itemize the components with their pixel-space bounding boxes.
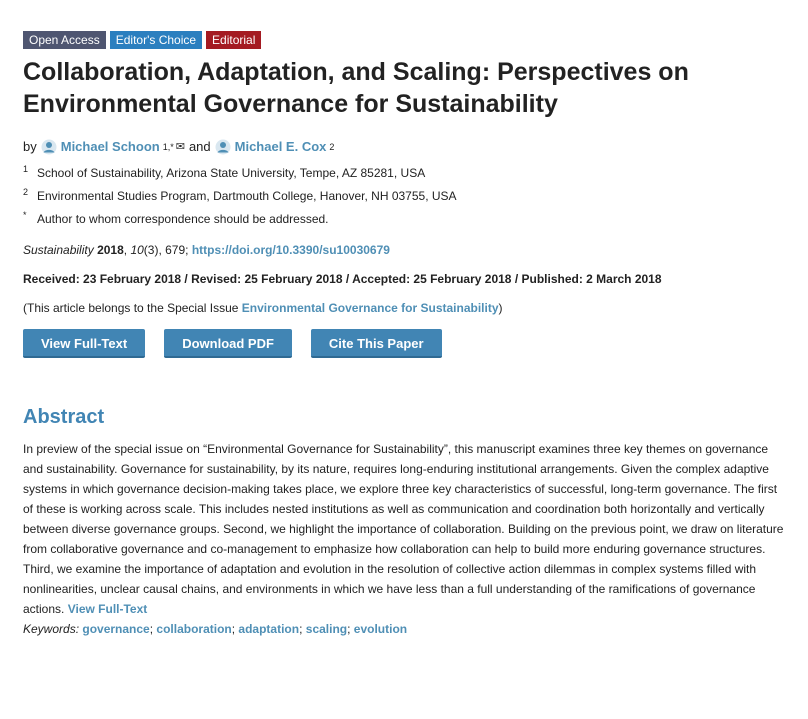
action-buttons (23, 329, 788, 358)
author-profile-icon[interactable] (41, 139, 57, 155)
author1-affiliation-marks: 1,* (162, 142, 174, 152)
article-title: Collaboration, Adaptation, and Scaling: Perspectives on Environmental Governance for Sustainability (23, 58, 689, 118)
citation-volume: 10 (130, 243, 144, 257)
keyword-link[interactable]: evolution (353, 622, 408, 636)
affiliation-text: Author to whom correspondence should be addressed. (37, 212, 329, 226)
keyword-link[interactable]: scaling (305, 622, 348, 636)
view-full-text-button[interactable]: View Full-Text (23, 329, 145, 358)
journal-name: Sustainability (23, 243, 94, 257)
citation-year: 2018 (97, 243, 124, 257)
author-michael-e-cox[interactable]: Michael E. Cox (234, 139, 327, 154)
editorial-badge: Editorial (206, 31, 261, 49)
author2-affiliation-marks: 2 (329, 142, 335, 152)
affiliations-list (23, 162, 788, 231)
author-michael-schoon[interactable]: Michael Schoon (60, 139, 160, 154)
abstract-heading: Abstract (23, 406, 105, 428)
citation-line: Sustainability 2018, 10(3), 679; https://doi.org/10.3390/su10030679 (23, 243, 390, 257)
special-issue-line (23, 301, 788, 315)
editors-choice-badge[interactable]: Editor's Choice (110, 31, 202, 49)
keyword-link[interactable]: governance (82, 622, 150, 636)
affiliation-mark: * (23, 210, 27, 220)
keywords-label: Keywords: (23, 622, 80, 636)
citation-issue-page: (3), 679; (143, 243, 189, 257)
publication-dates: Received: 23 February 2018 / Revised: 25 February 2018 / Accepted: 25 February 2018 / Published: 2 March 2018 (23, 272, 662, 286)
affiliation-mark: 2 (23, 187, 29, 197)
keyword-link[interactable]: collaboration (156, 622, 232, 636)
abstract-view-full-text-link[interactable]: View Full-Text (67, 602, 148, 616)
special-issue-suffix: ) (498, 301, 503, 315)
keyword-link[interactable]: adaptation (238, 622, 300, 636)
abstract-text-block (23, 439, 788, 619)
and-label: and (188, 139, 211, 154)
download-pdf-button[interactable]: Download PDF (164, 329, 292, 358)
affiliation-item (23, 162, 788, 185)
affiliation-text: School of Sustainability, Arizona State University, Tempe, AZ 85281, USA (37, 166, 426, 180)
cite-paper-button[interactable]: Cite This Paper (311, 329, 442, 358)
affiliation-text: Environmental Studies Program, Dartmouth College, Hanover, NH 03755, USA (37, 189, 457, 203)
affiliation-item (23, 208, 788, 231)
email-icon[interactable]: ✉ (175, 141, 185, 153)
doi-link[interactable]: https://doi.org/10.3390/su10030679 (191, 243, 390, 257)
author-profile-icon[interactable] (215, 139, 231, 155)
special-issue-link[interactable]: Environmental Governance for Sustainability (241, 301, 499, 315)
keywords-line: Keywords: governance; collaboration; adaptation; scaling; evolution (23, 622, 408, 636)
open-access-badge[interactable]: Open Access (23, 31, 106, 49)
abstract-text: In preview of the special issue on “Environmental Governance for Sustainability”, this manuscript examines three key themes on governance and sustainability. Governance for sustainability, by its nature, requires long-enduring institutional arrangements. Given the complex adaptive systems in which governance decision-making takes place, we explore three key characteristics of successful, long-term governance. The first of these is working across scale. This includes nested institutions as well as communication and coordination both horizontally and vertically between diverse governance groups. Second, we highlight the importance of collaboration. Building on the previous point, we draw on literature from collaborative governance and co-management to emphasize how collaboration can help to build more enduring governance structures. Third, we examine the importance of adaptation and evolution in the resolution of collective action dilemmas in complex systems filled with nonlinearities, unclear causal chains, and environments in which we have less than a full understanding of the ramifications of governance actions. (23, 442, 784, 616)
affiliation-item (23, 185, 788, 208)
by-label: by (23, 139, 37, 154)
badge-row (23, 31, 788, 49)
affiliation-mark: 1 (23, 164, 29, 174)
article-header (23, 31, 788, 636)
special-issue-prefix: (This article belongs to the Special Issue (23, 301, 242, 315)
author-line (23, 138, 788, 156)
